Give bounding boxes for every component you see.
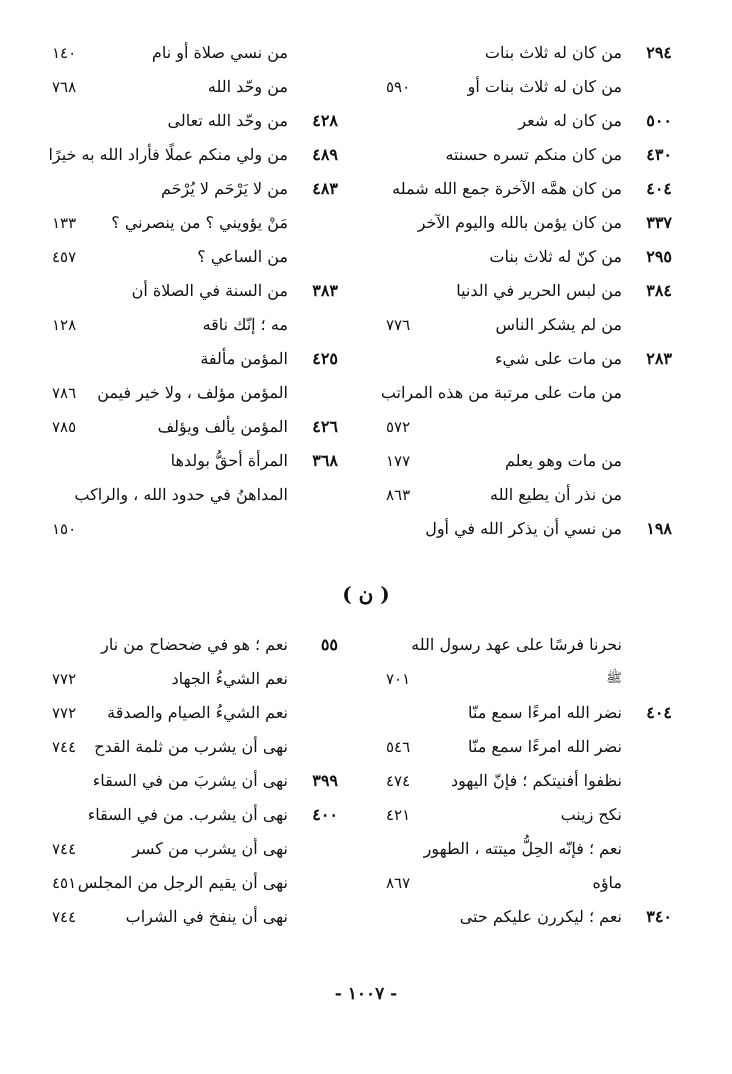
index-entry	[52, 274, 338, 308]
index-entry	[386, 478, 672, 512]
hadith-number: ٤٢٥	[312, 349, 338, 368]
page-reference: ٧٦٨	[52, 78, 77, 96]
hadith-number: ٤٣٠	[646, 145, 672, 164]
entry-text: نهى أن يشرب من ثلمة القدح	[94, 737, 288, 756]
entry-text: نهى أن يشرب. من في السقاء	[87, 805, 288, 824]
index-entry	[386, 696, 672, 730]
index-entry	[386, 512, 672, 546]
hadith-number: ٤٨٣	[312, 179, 338, 198]
page-reference: ١٤٠	[52, 44, 77, 62]
hadith-number: ٢٩٥	[646, 247, 672, 266]
entry-text: من وحّد الله	[207, 77, 288, 96]
entry-text: نعم ؛ فإنّه الحِلُّ ميتته ، الطهور	[423, 839, 622, 858]
page-reference: ٥٧٢	[386, 418, 411, 436]
entry-text: ماؤه	[592, 873, 622, 892]
index-entry	[386, 104, 672, 138]
hadith-number: ٥٠٠	[646, 111, 672, 130]
index-entry	[386, 662, 672, 696]
hadith-number: ٣٣٧	[646, 213, 672, 232]
index-entry	[52, 376, 338, 410]
page-reference: ٧٤٤	[52, 738, 77, 756]
page-reference: ١٣٣	[52, 214, 77, 232]
index-entry	[386, 798, 672, 832]
entry-text: نهى أن يشرب من كسر	[132, 839, 288, 858]
index-entry	[48, 138, 338, 172]
index-entry	[52, 866, 338, 900]
index-entry	[386, 240, 672, 274]
index-entry	[52, 662, 338, 696]
entry-text: المرأة أحقُّ بولدها	[170, 451, 288, 470]
hadith-number: ٤٠٤	[646, 703, 672, 722]
entry-text: من كان يؤمن بالله واليوم الآخر	[417, 213, 622, 232]
index-entry	[386, 308, 672, 342]
page-reference: ١٥٠	[52, 520, 77, 538]
page-reference: ٧٤٤	[52, 908, 77, 926]
page-number-footer: - ١٠٠٧ -	[334, 984, 398, 1004]
index-entry	[52, 240, 338, 274]
index-entry	[386, 36, 672, 70]
entry-text: من كنّ له ثلاث بنات	[489, 247, 622, 266]
hadith-number: ٤٠٤	[646, 179, 672, 198]
entry-text: نعم ؛ ليكررن عليكم حتى	[459, 907, 622, 926]
entry-text: من كان له ثلاث بنات	[484, 43, 622, 62]
index-entry	[386, 628, 672, 662]
index-entry	[380, 376, 672, 410]
entry-text: من السنة في الصلاة أن	[131, 281, 288, 300]
index-entry	[52, 36, 338, 70]
entry-text: من كان له ثلاث بنات أو	[467, 77, 622, 96]
entry-text: من ولي منكم عملًا فأراد الله به خيرًا	[48, 145, 288, 164]
entry-text: نهى أن يقيم الرجل من المجلس	[77, 873, 288, 892]
hadith-number: ١٩٨	[646, 519, 672, 538]
entry-text: نظفوا أفنيتكم ؛ فإنّ اليهود	[450, 771, 622, 790]
page-reference: ٧٨٥	[52, 418, 77, 436]
hadith-number: ٤٠٠	[312, 805, 338, 824]
section-letter-heading: ( ن )	[342, 582, 390, 606]
page-reference: ٧٨٦	[52, 384, 77, 402]
hadith-number: ٢٨٣	[646, 349, 672, 368]
index-entry	[52, 512, 338, 546]
hadith-number: ٤٨٩	[312, 145, 338, 164]
index-entry	[52, 342, 338, 376]
index-entry	[386, 832, 672, 866]
index-entry	[386, 900, 672, 934]
index-entry	[386, 410, 672, 444]
entry-text: من نذر أن يطيع الله	[490, 485, 622, 504]
index-entry	[52, 696, 338, 730]
entry-text: نكح زينب	[560, 805, 622, 824]
index-entry	[52, 764, 338, 798]
right-column-top	[380, 36, 672, 546]
page-reference: ٧٠١	[386, 670, 411, 688]
page-reference: ١٢٨	[52, 316, 77, 334]
entry-text: من مات وهو يعلم	[504, 451, 622, 470]
index-entry	[52, 308, 338, 342]
right-column-bottom	[386, 628, 672, 934]
hadith-number: ٤٢٦	[312, 417, 338, 436]
index-entry	[52, 172, 338, 206]
entry-text: ﷺ	[606, 671, 622, 686]
page-reference: ٥٩٠	[386, 78, 411, 96]
page-reference: ٨٦٧	[386, 874, 411, 892]
entry-text: نهى أن يشربَ من في السقاء	[92, 771, 288, 790]
page-reference: ٤٥٧	[52, 248, 77, 266]
page-reference: ٨٦٣	[386, 486, 411, 504]
hadith-number: ٣٩٩	[312, 771, 338, 790]
hadith-number: ٣٨٤	[646, 281, 672, 300]
hadith-number: ٣٨٣	[312, 281, 338, 300]
page-reference: ٧٧٢	[52, 704, 77, 722]
entry-text: من لا يَرْحَم لا يُرْحَم	[161, 179, 288, 198]
entry-text: من مات على شيء	[495, 349, 622, 368]
entry-text: مه ؛ إنّك ناقه	[202, 315, 288, 334]
entry-text: من لبس الحرير في الدنيا	[456, 281, 622, 300]
entry-text: من نسي صلاة أو نام	[151, 43, 288, 62]
entry-text: المداهنُ في حدود الله ، والراكب	[74, 485, 288, 504]
index-entry	[52, 104, 338, 138]
index-entry	[386, 70, 672, 104]
entry-text: من نسي أن يذكر الله في أول	[425, 519, 622, 538]
index-entry	[52, 900, 338, 934]
entry-text: من لم يشكر الناس	[495, 315, 622, 334]
left-column-bottom	[52, 628, 338, 934]
entry-text: نهى أن ينفخ في الشراب	[125, 907, 288, 926]
index-entry	[386, 866, 672, 900]
entry-text: من كان همَّه الآخرة جمع الله شمله	[392, 179, 622, 198]
index-entry	[386, 342, 672, 376]
page-reference: ٤٧٤	[386, 772, 411, 790]
page-reference: ٤٢١	[386, 806, 411, 824]
index-entry	[386, 206, 672, 240]
index-entry	[52, 628, 338, 662]
page-reference: ٥٤٦	[386, 738, 411, 756]
index-entry	[52, 478, 338, 512]
index-entry	[52, 730, 338, 764]
entry-text: المؤمن مؤلف ، ولا خير فيمن	[97, 383, 288, 402]
entry-text: نضر الله امرءًا سمع منّا	[468, 703, 622, 722]
index-entry	[386, 172, 672, 206]
page-reference: ٤٥١	[52, 874, 77, 892]
hadith-number: ٢٩٤	[646, 43, 672, 62]
index-entry	[52, 70, 338, 104]
hadith-number: ٤٢٨	[312, 111, 338, 130]
index-entry	[386, 730, 672, 764]
hadith-number: ٣٦٨	[312, 451, 338, 470]
entry-text: من مات على مرتبة من هذه المراتب	[380, 383, 622, 402]
hadith-number: ٥٥	[320, 635, 338, 654]
index-entry	[386, 274, 672, 308]
entry-text: من وحّد الله تعالى	[167, 111, 288, 130]
page-reference: ٧٤٤	[52, 840, 77, 858]
hadith-number: ٣٤٠	[646, 907, 672, 926]
index-entry	[52, 798, 338, 832]
entry-text: المؤمن يألف ويؤلف	[157, 417, 288, 436]
entry-text: نعم الشيءُ الصيام والصدقة	[107, 703, 288, 722]
left-column-top	[48, 36, 338, 546]
entry-text: نعم ؛ هو في ضحضاح من نار	[101, 635, 288, 654]
page-reference: ١٧٧	[386, 452, 411, 470]
index-entry	[386, 764, 672, 798]
entry-text: من كان له شعر	[518, 111, 622, 130]
index-entry	[386, 138, 672, 172]
entry-text: مَنْ يؤويني ؟ من ينصرني ؟	[111, 213, 288, 232]
entry-text: نحرنا فرسًا على عهد رسول الله	[411, 635, 622, 654]
index-entry	[52, 410, 338, 444]
entry-text: نعم الشيءُ الجهاد	[171, 669, 288, 688]
index-entry	[52, 206, 338, 240]
index-entry	[386, 444, 672, 478]
index-entry	[52, 444, 338, 478]
page-reference: ٧٧٢	[52, 670, 77, 688]
index-entry	[52, 832, 338, 866]
entry-text: من كان منكم تسره حسنته	[445, 145, 622, 164]
entry-text: نضر الله امرءًا سمع منّا	[468, 737, 622, 756]
page-reference: ٧٧٦	[386, 316, 411, 334]
entry-text: من الساعي ؟	[197, 247, 288, 266]
entry-text: المؤمن مألفة	[200, 349, 288, 368]
